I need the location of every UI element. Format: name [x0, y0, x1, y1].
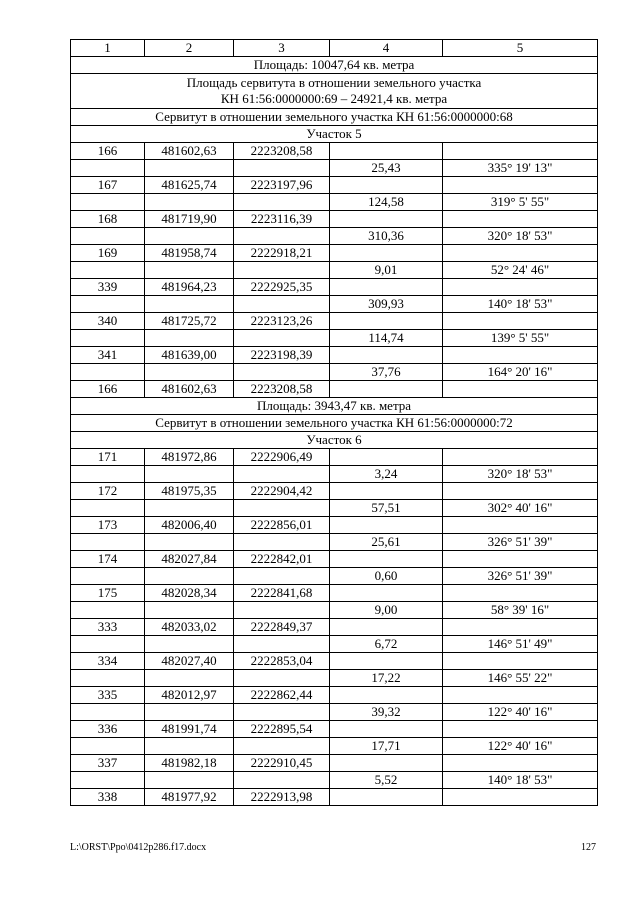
coordinate-x [145, 602, 234, 619]
section-heading: Участок 5 [71, 126, 598, 143]
coordinate-x: 482028,34 [145, 585, 234, 602]
segment-row [71, 330, 598, 347]
segment-length [330, 211, 443, 228]
segment-length [330, 551, 443, 568]
direction-angle [443, 143, 598, 160]
segment-row [71, 160, 598, 177]
coordinate-y: 2222906,49 [234, 449, 330, 466]
coordinate-y: 2222853,04 [234, 653, 330, 670]
point-number [71, 636, 145, 653]
point-number [71, 500, 145, 517]
direction-angle: 319° 5' 55" [443, 194, 598, 211]
direction-angle: 164° 20' 16" [443, 364, 598, 381]
segment-length [330, 245, 443, 262]
segment-row [71, 670, 598, 687]
point-number [71, 738, 145, 755]
coordinate-x: 481625,74 [145, 177, 234, 194]
segment-length: 6,72 [330, 636, 443, 653]
coordinate-y: 2223116,39 [234, 211, 330, 228]
point-row [71, 517, 598, 534]
document-path: L:\ORST\Ppo\0412p286.f17.docx [70, 842, 207, 853]
coordinate-y [234, 534, 330, 551]
segment-length [330, 721, 443, 738]
coordinate-x: 482012,97 [145, 687, 234, 704]
column-number: 5 [443, 40, 598, 57]
coordinate-y: 2222849,37 [234, 619, 330, 636]
point-number [71, 194, 145, 211]
direction-angle: 320° 18' 53" [443, 228, 598, 245]
segment-length [330, 143, 443, 160]
coordinate-x [145, 670, 234, 687]
segment-row [71, 772, 598, 789]
heading-line: Площадь сервитута в отношении земельного участка [186, 75, 482, 90]
direction-angle [443, 211, 598, 228]
coordinate-x [145, 772, 234, 789]
direction-angle: 146° 55' 22" [443, 670, 598, 687]
direction-angle [443, 245, 598, 262]
segment-length [330, 347, 443, 364]
direction-angle [443, 313, 598, 330]
point-number: 337 [71, 755, 145, 772]
direction-angle [443, 347, 598, 364]
segment-row [71, 262, 598, 279]
coordinate-y [234, 296, 330, 313]
point-number [71, 228, 145, 245]
direction-angle: 326° 51' 39" [443, 534, 598, 551]
point-number: 167 [71, 177, 145, 194]
point-number [71, 364, 145, 381]
coordinate-y: 2222925,35 [234, 279, 330, 296]
coordinate-x [145, 262, 234, 279]
coordinate-y [234, 670, 330, 687]
section-heading-row [71, 126, 598, 143]
coordinate-x: 481725,72 [145, 313, 234, 330]
coordinate-y: 2222862,44 [234, 687, 330, 704]
segment-length [330, 313, 443, 330]
point-row [71, 177, 598, 194]
coordinate-y [234, 228, 330, 245]
point-number: 336 [71, 721, 145, 738]
segment-length: 37,76 [330, 364, 443, 381]
point-number [71, 262, 145, 279]
segment-row [71, 296, 598, 313]
coordinate-x: 481958,74 [145, 245, 234, 262]
direction-angle: 58° 39' 16" [443, 602, 598, 619]
direction-angle: 140° 18' 53" [443, 296, 598, 313]
point-row [71, 143, 598, 160]
direction-angle: 52° 24' 46" [443, 262, 598, 279]
coordinate-x: 481975,35 [145, 483, 234, 500]
section-heading: Площадь: 3943,47 кв. метра [71, 398, 598, 415]
coordinate-x: 481991,74 [145, 721, 234, 738]
coordinate-y [234, 466, 330, 483]
coordinate-y: 2222856,01 [234, 517, 330, 534]
direction-angle [443, 517, 598, 534]
segment-length: 39,32 [330, 704, 443, 721]
point-row [71, 585, 598, 602]
coordinate-y: 2222895,54 [234, 721, 330, 738]
coordinate-x: 481602,63 [145, 381, 234, 398]
segment-length [330, 653, 443, 670]
coordinate-y: 2223208,58 [234, 381, 330, 398]
coordinate-y: 2223198,39 [234, 347, 330, 364]
segment-length: 309,93 [330, 296, 443, 313]
coordinate-x: 481639,00 [145, 347, 234, 364]
point-row [71, 789, 598, 806]
coordinate-y [234, 262, 330, 279]
point-row [71, 721, 598, 738]
coordinate-y [234, 330, 330, 347]
point-number [71, 466, 145, 483]
coordinate-y [234, 364, 330, 381]
section-heading: Участок 6 [71, 432, 598, 449]
coordinate-x: 482033,02 [145, 619, 234, 636]
page-number: 127 [581, 842, 596, 853]
direction-angle [443, 585, 598, 602]
section-heading-row [71, 57, 598, 74]
point-row [71, 483, 598, 500]
coordinate-x: 482027,84 [145, 551, 234, 568]
direction-angle: 302° 40' 16" [443, 500, 598, 517]
section-heading-row [71, 415, 598, 432]
segment-row [71, 194, 598, 211]
segment-length: 25,61 [330, 534, 443, 551]
segment-length: 17,22 [330, 670, 443, 687]
point-row [71, 619, 598, 636]
segment-length: 9,00 [330, 602, 443, 619]
point-row [71, 449, 598, 466]
point-number: 174 [71, 551, 145, 568]
point-row [71, 279, 598, 296]
point-row [71, 687, 598, 704]
point-row [71, 245, 598, 262]
column-number: 2 [145, 40, 234, 57]
point-number: 338 [71, 789, 145, 806]
direction-angle: 140° 18' 53" [443, 772, 598, 789]
coordinate-x: 481977,92 [145, 789, 234, 806]
point-number: 171 [71, 449, 145, 466]
coordinate-x [145, 704, 234, 721]
coordinate-y [234, 194, 330, 211]
coordinate-y [234, 602, 330, 619]
point-row [71, 755, 598, 772]
section-heading-row [71, 109, 598, 126]
segment-length [330, 279, 443, 296]
segment-length [330, 381, 443, 398]
column-number: 4 [330, 40, 443, 57]
coordinate-y: 2222913,98 [234, 789, 330, 806]
section-heading-row [71, 74, 598, 109]
point-number [71, 296, 145, 313]
coordinate-x: 481982,18 [145, 755, 234, 772]
point-number [71, 330, 145, 347]
coordinate-x: 481602,63 [145, 143, 234, 160]
direction-angle [443, 449, 598, 466]
coordinate-y: 2222918,21 [234, 245, 330, 262]
segment-length [330, 755, 443, 772]
segment-length [330, 449, 443, 466]
segment-row [71, 738, 598, 755]
section-heading-row [71, 398, 598, 415]
column-number-row [71, 40, 598, 57]
direction-angle [443, 687, 598, 704]
coordinate-x [145, 194, 234, 211]
coordinate-y [234, 568, 330, 585]
direction-angle: 320° 18' 53" [443, 466, 598, 483]
point-row [71, 347, 598, 364]
coordinate-y [234, 500, 330, 517]
segment-length [330, 619, 443, 636]
point-number [71, 772, 145, 789]
direction-angle [443, 755, 598, 772]
segment-length: 17,71 [330, 738, 443, 755]
segment-row [71, 228, 598, 245]
segment-length [330, 517, 443, 534]
point-row [71, 653, 598, 670]
section-heading: Площадь: 10047,64 кв. метра [71, 57, 598, 74]
segment-length: 25,43 [330, 160, 443, 177]
point-number: 173 [71, 517, 145, 534]
direction-angle [443, 483, 598, 500]
coordinate-x: 481972,86 [145, 449, 234, 466]
coordinate-y [234, 160, 330, 177]
coordinate-y: 2222910,45 [234, 755, 330, 772]
point-row [71, 381, 598, 398]
segment-length: 3,24 [330, 466, 443, 483]
segment-length: 57,51 [330, 500, 443, 517]
direction-angle: 335° 19' 13" [443, 160, 598, 177]
segment-row [71, 636, 598, 653]
direction-angle: 122° 40' 16" [443, 738, 598, 755]
section-heading-row [71, 432, 598, 449]
coordinate-y [234, 772, 330, 789]
point-number: 172 [71, 483, 145, 500]
segment-row [71, 704, 598, 721]
coordinate-x [145, 296, 234, 313]
coordinate-y: 2223197,96 [234, 177, 330, 194]
direction-angle: 146° 51' 49" [443, 636, 598, 653]
point-number: 334 [71, 653, 145, 670]
coordinate-x [145, 534, 234, 551]
direction-angle [443, 381, 598, 398]
segment-row [71, 568, 598, 585]
point-number: 341 [71, 347, 145, 364]
segment-length: 310,36 [330, 228, 443, 245]
point-number [71, 704, 145, 721]
table-body [71, 57, 598, 806]
segment-length [330, 585, 443, 602]
segment-row [71, 534, 598, 551]
coordinate-x [145, 160, 234, 177]
point-number: 169 [71, 245, 145, 262]
coordinate-y: 2222904,42 [234, 483, 330, 500]
segment-length: 114,74 [330, 330, 443, 347]
coordinate-x [145, 500, 234, 517]
coordinate-x [145, 738, 234, 755]
point-number: 340 [71, 313, 145, 330]
coordinate-y [234, 738, 330, 755]
segment-row [71, 602, 598, 619]
coordinate-y [234, 704, 330, 721]
direction-angle [443, 551, 598, 568]
coordinates-table [70, 39, 598, 806]
heading-line: КН 61:56:0000000:69 – 24921,4 кв. метра [220, 91, 448, 106]
point-number: 175 [71, 585, 145, 602]
point-number [71, 602, 145, 619]
segment-row [71, 466, 598, 483]
section-heading: Сервитут в отношении земельного участка КН 61:56:0000000:68 [71, 109, 598, 126]
segment-length: 0,60 [330, 568, 443, 585]
coordinate-x [145, 636, 234, 653]
coordinate-y: 2223208,58 [234, 143, 330, 160]
point-number [71, 568, 145, 585]
coordinate-x [145, 568, 234, 585]
direction-angle: 122° 40' 16" [443, 704, 598, 721]
coordinate-y: 2223123,26 [234, 313, 330, 330]
direction-angle: 139° 5' 55" [443, 330, 598, 347]
point-number: 168 [71, 211, 145, 228]
segment-length: 5,52 [330, 772, 443, 789]
point-number [71, 160, 145, 177]
direction-angle [443, 619, 598, 636]
coordinate-x: 482027,40 [145, 653, 234, 670]
column-number: 1 [71, 40, 145, 57]
point-number: 335 [71, 687, 145, 704]
point-number: 339 [71, 279, 145, 296]
segment-length [330, 483, 443, 500]
section-heading [71, 74, 598, 109]
coordinate-x: 481964,23 [145, 279, 234, 296]
direction-angle [443, 177, 598, 194]
column-number: 3 [234, 40, 330, 57]
coordinate-x: 482006,40 [145, 517, 234, 534]
segment-length [330, 789, 443, 806]
direction-angle: 326° 51' 39" [443, 568, 598, 585]
direction-angle [443, 653, 598, 670]
segment-length: 124,58 [330, 194, 443, 211]
direction-angle [443, 789, 598, 806]
coordinate-x [145, 466, 234, 483]
segment-length [330, 177, 443, 194]
segment-row [71, 364, 598, 381]
point-number: 333 [71, 619, 145, 636]
direction-angle [443, 279, 598, 296]
segment-length [330, 687, 443, 704]
coordinate-x [145, 228, 234, 245]
point-row [71, 551, 598, 568]
coordinate-x [145, 330, 234, 347]
point-number [71, 670, 145, 687]
segment-length: 9,01 [330, 262, 443, 279]
point-number: 166 [71, 381, 145, 398]
coordinate-y [234, 636, 330, 653]
direction-angle [443, 721, 598, 738]
segment-row [71, 500, 598, 517]
point-number: 166 [71, 143, 145, 160]
section-heading: Сервитут в отношении земельного участка КН 61:56:0000000:72 [71, 415, 598, 432]
coordinate-y: 2222841,68 [234, 585, 330, 602]
coordinate-x: 481719,90 [145, 211, 234, 228]
point-number [71, 534, 145, 551]
coordinate-x [145, 364, 234, 381]
coordinate-y: 2222842,01 [234, 551, 330, 568]
point-row [71, 211, 598, 228]
point-row [71, 313, 598, 330]
